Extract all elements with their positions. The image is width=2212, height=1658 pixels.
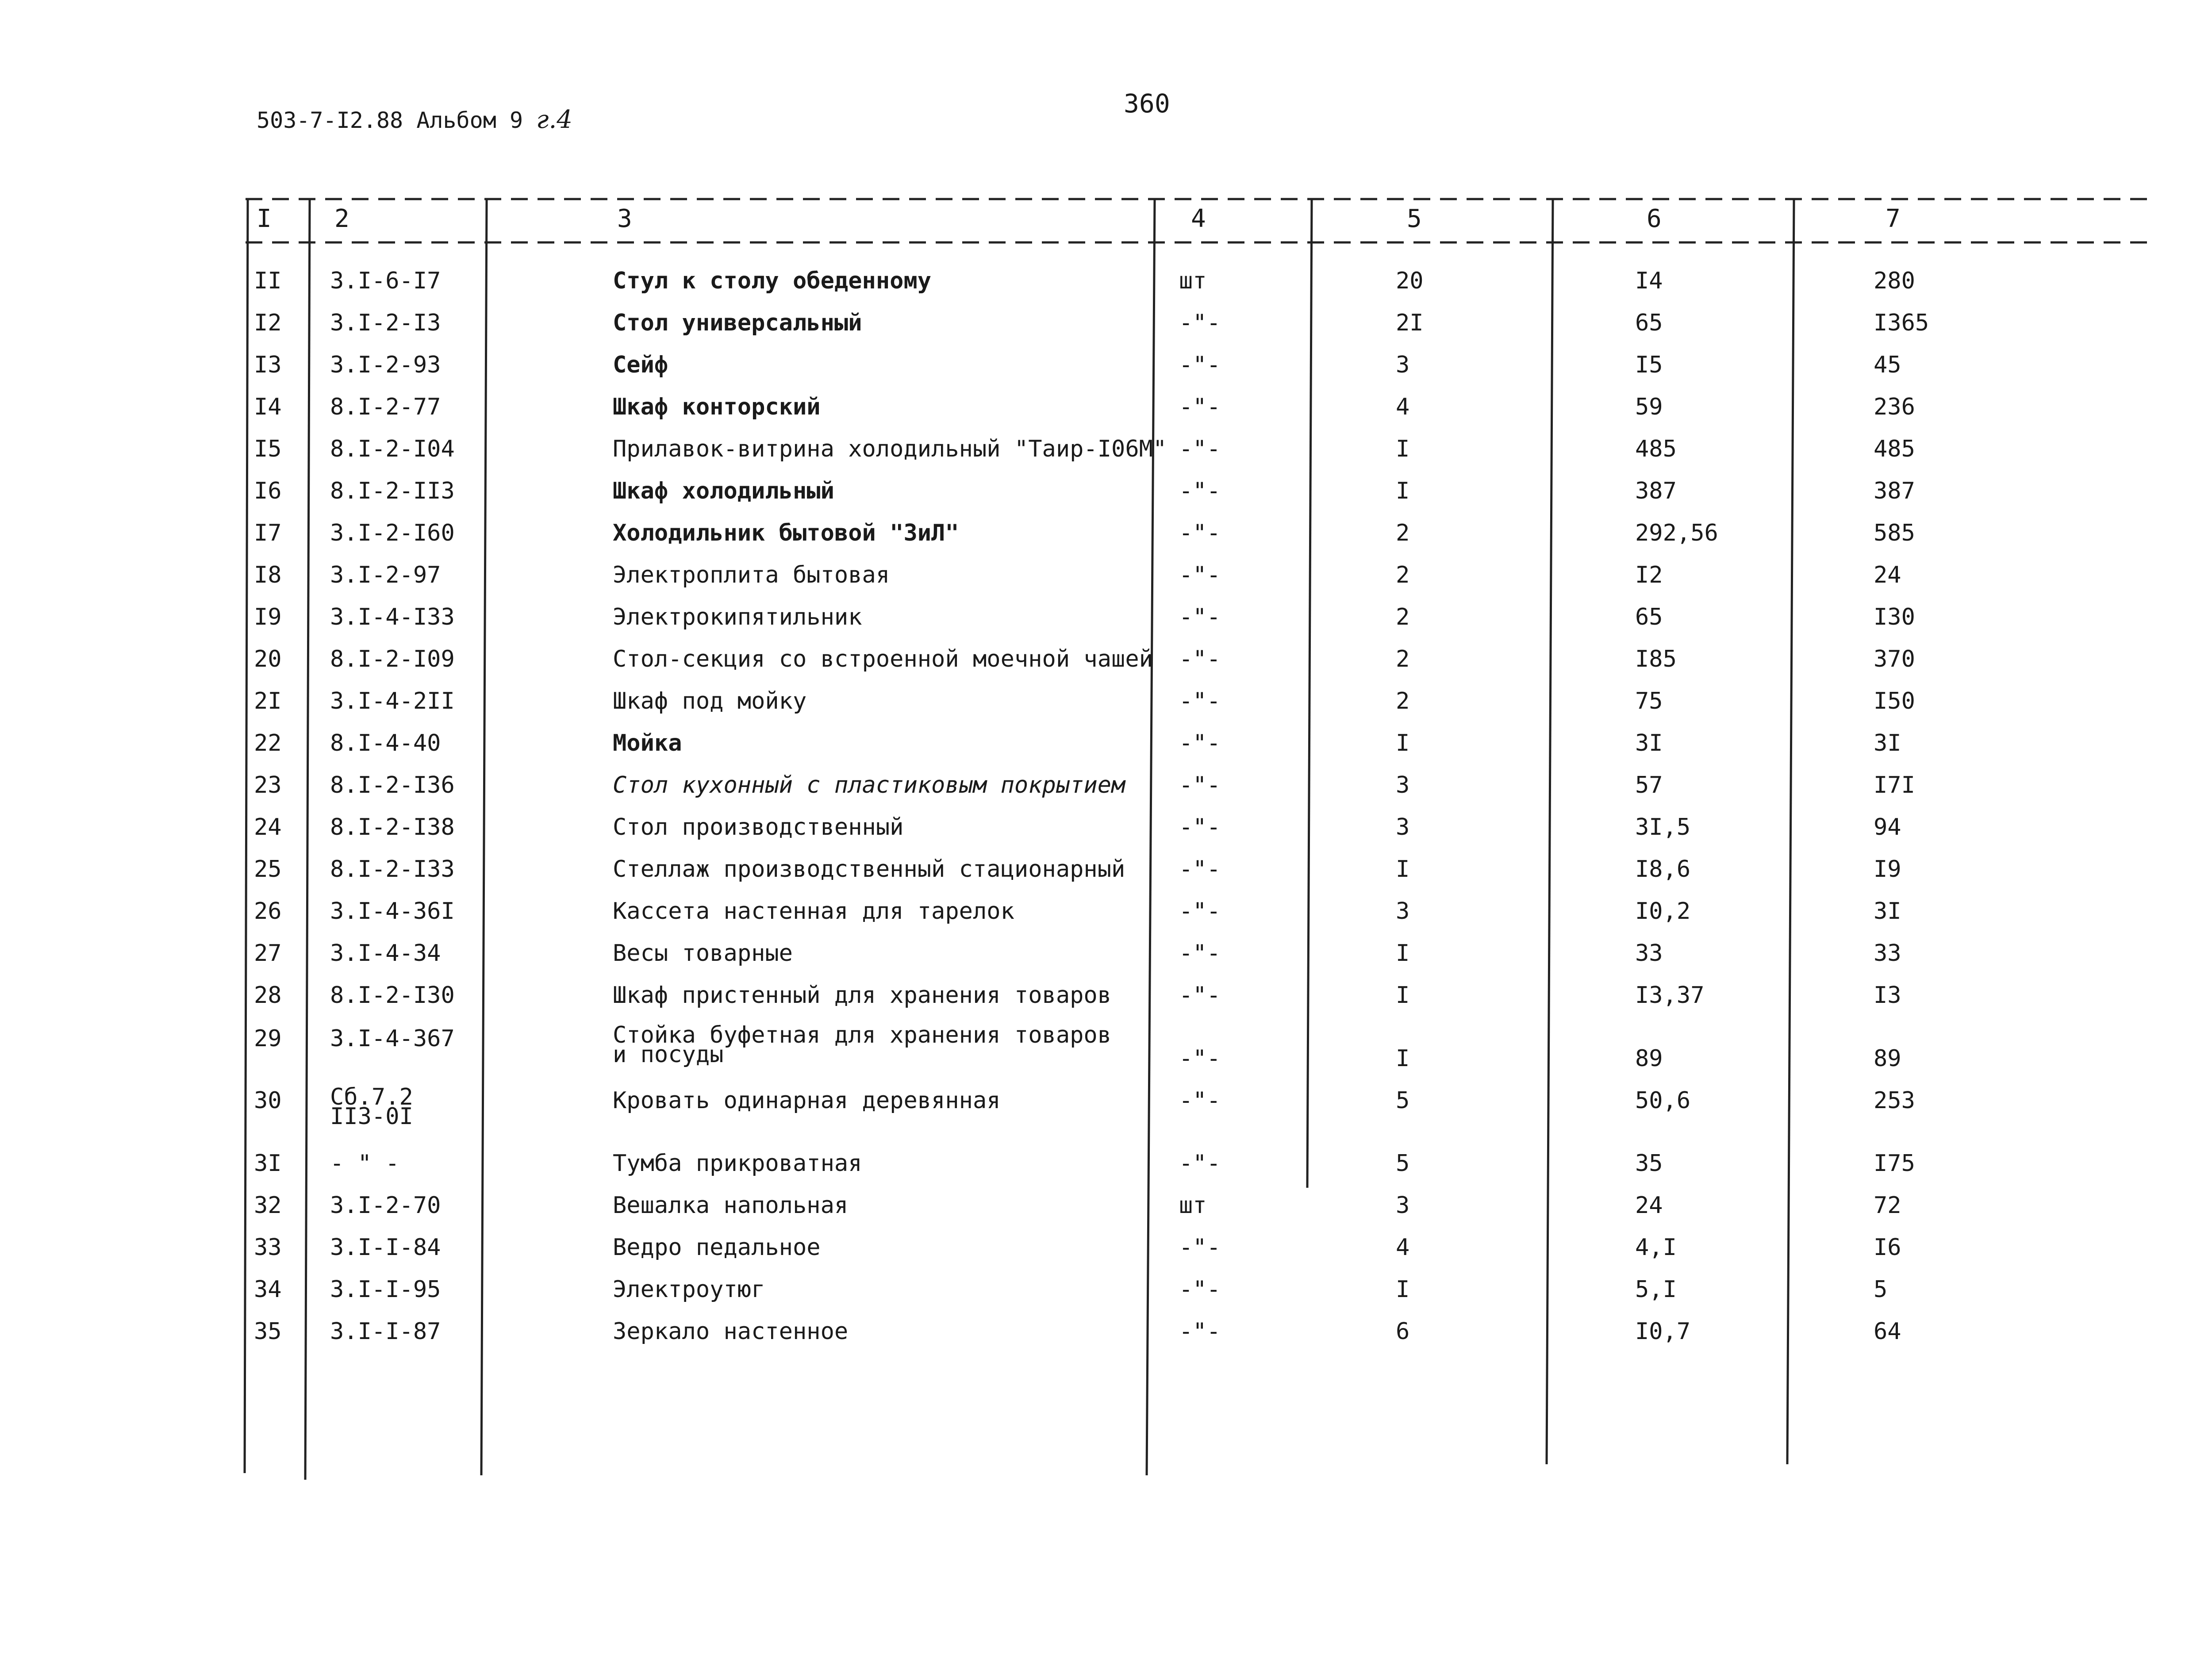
item-code: 8.I-2-II3 (330, 478, 455, 504)
item-code: 3.I-I-84 (330, 1234, 441, 1261)
item-name: Мойка (613, 730, 682, 756)
item-unit: -"- (1179, 436, 1221, 462)
row-number: 35 (254, 1318, 282, 1345)
row-number: I6 (254, 478, 282, 504)
column-header-4: 4 (1191, 204, 1206, 233)
item-code: 3.I-2-93 (330, 352, 441, 378)
table-row (0, 1192, 2212, 1232)
item-quantity: I (1396, 478, 1410, 504)
item-unit: -"- (1179, 562, 1221, 588)
row-number: I2 (254, 310, 282, 336)
item-name: Стол универсальный (613, 310, 862, 336)
row-number: I5 (254, 436, 282, 462)
table-row (0, 268, 2212, 307)
row-number: I8 (254, 562, 282, 588)
item-quantity: 2I (1396, 310, 1424, 336)
row-number: 20 (254, 646, 282, 672)
item-code: 8.I-2-I36 (330, 772, 455, 798)
item-unit-price: 387 (1635, 478, 1677, 504)
table-row (0, 940, 2212, 980)
item-total: I7I (1874, 772, 1915, 798)
item-unit-price: 33 (1635, 940, 1663, 967)
table-row (0, 1276, 2212, 1316)
row-number: 32 (254, 1192, 282, 1219)
item-code: 8.I-2-I33 (330, 856, 455, 883)
item-code: 3.I-2-70 (330, 1192, 441, 1219)
item-quantity: 4 (1396, 394, 1410, 420)
item-unit: -"- (1179, 730, 1221, 756)
item-unit-price: 292,56 (1635, 520, 1718, 546)
item-unit-price: 4,I (1635, 1234, 1677, 1261)
item-name: Весы товарные (613, 940, 793, 967)
column-header-6: 6 (1647, 204, 1662, 233)
table-row (0, 604, 2212, 644)
item-name: Электроплита бытовая (613, 562, 890, 588)
column-header-5: 5 (1407, 204, 1422, 233)
item-name: Шкаф холодильный (613, 478, 834, 504)
table-row (0, 898, 2212, 938)
item-name: Тумба прикроватная (613, 1150, 862, 1177)
item-unit: -"- (1179, 688, 1221, 714)
item-unit: -"- (1179, 1045, 1221, 1072)
item-unit-price: 59 (1635, 394, 1663, 420)
item-unit-price: 485 (1635, 436, 1677, 462)
item-total: I75 (1874, 1150, 1915, 1177)
row-number: I3 (254, 352, 282, 378)
item-total: 33 (1874, 940, 1901, 967)
item-code: 8.I-2-I04 (330, 436, 455, 462)
item-code: 3.I-4-2II (330, 688, 455, 714)
row-number: 30 (254, 1087, 282, 1114)
item-total: 3I (1874, 898, 1901, 925)
table-row (0, 856, 2212, 896)
item-quantity: 3 (1396, 898, 1410, 925)
item-quantity: 2 (1396, 520, 1410, 546)
item-name: Шкаф конторский (613, 394, 821, 420)
item-unit-price: I4 (1635, 268, 1663, 294)
item-name: Стол-секция со встроенной моечной чашей (613, 646, 1153, 672)
item-name: Стул к столу обеденному (613, 268, 932, 294)
row-number: I4 (254, 394, 282, 420)
item-quantity: 4 (1396, 1234, 1410, 1261)
table-row (0, 688, 2212, 728)
item-total: I50 (1874, 688, 1915, 714)
item-name: Стеллаж производственный стационарный (613, 856, 1125, 883)
table-row (0, 478, 2212, 518)
item-unit-price: 50,6 (1635, 1087, 1691, 1114)
item-total: 64 (1874, 1318, 1901, 1345)
item-quantity: I (1396, 856, 1410, 883)
item-code: 3.I-I-87 (330, 1318, 441, 1345)
item-code: 3.I-4-I33 (330, 604, 455, 630)
item-total: I3 (1874, 982, 1901, 1009)
item-total: 485 (1874, 436, 1915, 462)
item-unit: -"- (1179, 814, 1221, 841)
row-number: 24 (254, 814, 282, 841)
item-total: 3I (1874, 730, 1901, 756)
table-row (0, 394, 2212, 434)
item-code: 8.I-2-I09 (330, 646, 455, 672)
item-code: 3.I-I-95 (330, 1276, 441, 1303)
item-quantity: 2 (1396, 604, 1410, 630)
item-unit-price: I85 (1635, 646, 1677, 672)
item-name: Кровать одинарная деревянная (613, 1087, 1001, 1114)
row-number: I9 (254, 604, 282, 630)
table-row (0, 562, 2212, 602)
item-name: Электроутюг (613, 1276, 765, 1303)
item-quantity: 3 (1396, 772, 1410, 798)
item-total: 94 (1874, 814, 1901, 841)
item-code: 3.I-2-97 (330, 562, 441, 588)
item-unit-price: I0,7 (1635, 1318, 1691, 1345)
item-unit-price: 35 (1635, 1150, 1663, 1177)
item-unit: -"- (1179, 898, 1221, 925)
item-unit: -"- (1179, 1234, 1221, 1261)
item-unit: -"- (1179, 478, 1221, 504)
item-total: 370 (1874, 646, 1915, 672)
item-quantity: 3 (1396, 352, 1410, 378)
item-total: 45 (1874, 352, 1901, 378)
item-unit-price: I0,2 (1635, 898, 1691, 925)
row-number: II (254, 268, 282, 294)
item-unit: -"- (1179, 604, 1221, 630)
item-total: 280 (1874, 268, 1915, 294)
item-name: Ведро педальное (613, 1234, 821, 1261)
item-code: 8.I-2-I30 (330, 982, 455, 1009)
item-code: 8.I-2-77 (330, 394, 441, 420)
item-unit-price: 3I (1635, 730, 1663, 756)
item-total: 387 (1874, 478, 1915, 504)
table-row (0, 352, 2212, 391)
item-unit: -"- (1179, 1150, 1221, 1177)
item-total: I30 (1874, 604, 1915, 630)
item-quantity: 2 (1396, 562, 1410, 588)
item-code: 8.I-4-40 (330, 730, 441, 756)
item-unit-price: 24 (1635, 1192, 1663, 1219)
item-name: Стол производственный (613, 814, 904, 841)
item-unit: -"- (1179, 1276, 1221, 1303)
item-code: 3.I-2-I60 (330, 520, 455, 546)
item-unit: -"- (1179, 352, 1221, 378)
column-header-1: I (257, 204, 272, 233)
item-quantity: I (1396, 1045, 1410, 1072)
row-number: 22 (254, 730, 282, 756)
item-unit: -"- (1179, 1087, 1221, 1114)
item-quantity: I (1396, 1276, 1410, 1303)
table-row (0, 1150, 2212, 1190)
item-total: 72 (1874, 1192, 1901, 1219)
item-quantity: 6 (1396, 1318, 1410, 1345)
row-number: 26 (254, 898, 282, 925)
item-unit: -"- (1179, 772, 1221, 798)
item-quantity: I (1396, 730, 1410, 756)
row-number: 3I (254, 1150, 282, 1177)
item-name: Кассета настенная для тарелок (613, 898, 1014, 925)
row-number: 29 (254, 1025, 282, 1052)
column-header-2: 2 (334, 204, 349, 233)
table-row (0, 1318, 2212, 1358)
item-unit: -"- (1179, 982, 1221, 1009)
item-name: Стол кухонный с пластиковым покрытием (613, 772, 1125, 798)
item-name: Шкаф под мойку (613, 688, 807, 714)
item-quantity: 3 (1396, 814, 1410, 841)
item-code: 3.I-4-367 (330, 1025, 455, 1052)
item-unit-price: 89 (1635, 1045, 1663, 1072)
item-name: Шкаф пристенный для хранения товаров (613, 982, 1112, 1009)
table-row (0, 814, 2212, 854)
item-total: I9 (1874, 856, 1901, 883)
item-unit-price: 75 (1635, 688, 1663, 714)
item-total: 24 (1874, 562, 1901, 588)
item-unit-price: 65 (1635, 310, 1663, 336)
item-name: Электрокипятильник (613, 604, 862, 630)
item-code: 3.I-4-34 (330, 940, 441, 967)
page-number: 360 (1124, 88, 1170, 119)
table-row (0, 1234, 2212, 1274)
table-row (0, 772, 2212, 812)
item-code: 3.I-2-I3 (330, 310, 441, 336)
item-quantity: I (1396, 940, 1410, 967)
row-number: 33 (254, 1234, 282, 1261)
item-name: Вешалка напольная (613, 1192, 849, 1219)
item-total: 89 (1874, 1045, 1901, 1072)
document-code-text: 503-7-I2.88 Альбом 9 (257, 107, 523, 133)
item-name: Стойка буфетная для хранения товаров и посуды (613, 1022, 1112, 1068)
item-total: 236 (1874, 394, 1915, 420)
table-row (0, 646, 2212, 686)
item-quantity: 2 (1396, 688, 1410, 714)
table-row (0, 1084, 2212, 1145)
item-total: 253 (1874, 1087, 1915, 1114)
item-quantity: I (1396, 436, 1410, 462)
item-code: 3.I-6-I7 (330, 268, 441, 294)
item-quantity: I (1396, 982, 1410, 1009)
row-number: 27 (254, 940, 282, 967)
item-unit: -"- (1179, 1318, 1221, 1345)
item-unit-price: I8,6 (1635, 856, 1691, 883)
item-code: 8.I-2-I38 (330, 814, 455, 841)
item-total: 5 (1874, 1276, 1888, 1303)
item-name: Холодильник бытовой "ЗиЛ" (613, 520, 959, 546)
item-quantity: 5 (1396, 1087, 1410, 1114)
item-unit-price: I2 (1635, 562, 1663, 588)
item-name: Зеркало настенное (613, 1318, 849, 1345)
row-number: 2I (254, 688, 282, 714)
item-unit: шт (1179, 268, 1207, 294)
item-quantity: 3 (1396, 1192, 1410, 1219)
item-code: 3.I-4-36I (330, 898, 455, 925)
table-row (0, 982, 2212, 1022)
handwritten-note: г.4 (536, 105, 572, 134)
item-unit-price: I3,37 (1635, 982, 1705, 1009)
item-total: 585 (1874, 520, 1915, 546)
item-name: Сейф (613, 352, 668, 378)
item-quantity: 2 (1396, 646, 1410, 672)
item-unit-price: 5,I (1635, 1276, 1677, 1303)
item-unit: -"- (1179, 394, 1221, 420)
item-quantity: 20 (1396, 268, 1424, 294)
item-quantity: 5 (1396, 1150, 1410, 1177)
table-row (0, 436, 2212, 476)
column-header-3: 3 (617, 204, 632, 233)
table-row (0, 1022, 2212, 1083)
item-unit-price: I5 (1635, 352, 1663, 378)
column-header-7: 7 (1886, 204, 1901, 233)
row-number: 34 (254, 1276, 282, 1303)
row-number: 23 (254, 772, 282, 798)
item-unit-price: 65 (1635, 604, 1663, 630)
item-name: Прилавок-витрина холодильный "Таир-I06М" (613, 436, 1167, 462)
row-number: 28 (254, 982, 282, 1009)
item-unit-price: 57 (1635, 772, 1663, 798)
table-row (0, 310, 2212, 349)
item-unit: -"- (1179, 856, 1221, 883)
table-row (0, 520, 2212, 560)
item-unit: -"- (1179, 310, 1221, 336)
item-unit: -"- (1179, 520, 1221, 546)
item-total: I365 (1874, 310, 1929, 336)
item-unit: -"- (1179, 646, 1221, 672)
item-total: I6 (1874, 1234, 1901, 1261)
table-row (0, 730, 2212, 770)
item-unit: шт (1179, 1192, 1207, 1219)
item-unit: -"- (1179, 940, 1221, 967)
item-unit-price: 3I,5 (1635, 814, 1691, 841)
row-number: I7 (254, 520, 282, 546)
item-code: Сб.7.2 II3-0I (330, 1084, 413, 1130)
row-number: 25 (254, 856, 282, 883)
item-code: - " - (330, 1150, 399, 1177)
